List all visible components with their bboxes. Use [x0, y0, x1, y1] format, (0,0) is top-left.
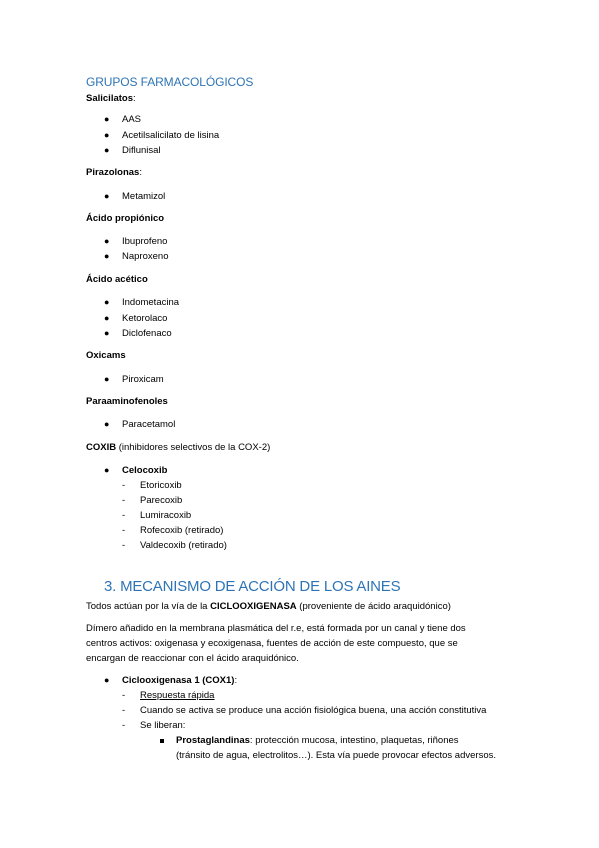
dash-icon: -: [122, 690, 126, 701]
intro-line: Todos actúan por la vía de la CICLOOXIGENASA (proveniente de ácido araquidónico): [86, 601, 451, 612]
list-item: Acetilsalicilato de lisina: [122, 130, 220, 141]
bullet-icon: ●: [104, 465, 110, 475]
sub-list-item: Lumiracoxib: [140, 510, 192, 521]
prostaglandinas-line: Prostaglandinas: protección mucosa, intestino, plaquetas, riñones: [176, 735, 459, 746]
group-title-coxib: COXIB (inhibidores selectivos de la COX-2): [86, 442, 271, 453]
list-item-cox1: Ciclooxigenasa 1 (COX1):: [122, 675, 238, 686]
group-title-oxicams: Oxicams: [86, 350, 126, 361]
list-item: AAS: [122, 114, 142, 125]
prostaglandinas-line-2: (tránsito de agua, electrolitos…). Esta vía puede provocar efectos adversos.: [176, 750, 496, 761]
group-title-pirazolonas: Pirazolonas:: [86, 167, 142, 178]
bullet-icon: ●: [104, 313, 110, 323]
list-item: Diflunisal: [122, 145, 161, 156]
sub-list-item: Rofecoxib (retirado): [140, 525, 224, 536]
paragraph-line: Dímero añadido en la membrana plasmática del r.e, está formada por un canal y tiene dos: [86, 623, 466, 634]
dash-icon: -: [122, 495, 126, 506]
list-item: Diclofenaco: [122, 328, 172, 339]
dash-icon: -: [122, 510, 126, 521]
sub-list-item: Etoricoxib: [140, 480, 182, 491]
bullet-icon: ●: [104, 145, 110, 155]
paragraph-line: encargan de reaccionar con el ácido araquidónico.: [86, 653, 299, 664]
bullet-icon: ●: [104, 251, 110, 261]
bullet-icon: ●: [104, 297, 110, 307]
bullet-icon: ●: [104, 114, 110, 124]
sub-list-item: Cuando se activa se produce una acción fisiológica buena, una acción constitutiva: [140, 705, 487, 716]
list-item: Metamizol: [122, 191, 166, 202]
list-item: Indometacina: [122, 297, 180, 308]
group-title-salicilatos: Salicilatos:: [86, 93, 136, 104]
list-item: Paracetamol: [122, 419, 176, 430]
heading-mecanismo-accion: 3. MECANISMO DE ACCIÓN DE LOS AINES: [104, 578, 401, 595]
sub-list-item: Se liberan:: [140, 720, 186, 731]
bullet-icon: ●: [104, 374, 110, 384]
group-title-paraaminofenoles: Paraaminofenoles: [86, 396, 168, 407]
dash-icon: -: [122, 540, 126, 551]
group-title-acido-acetico: Ácido acético: [86, 274, 148, 285]
sub-list-item-respuesta: Respuesta rápida: [140, 690, 215, 701]
sub-list-item: Parecoxib: [140, 495, 183, 506]
dash-icon: -: [122, 480, 126, 491]
bullet-icon: ●: [104, 419, 110, 429]
bullet-icon: ●: [104, 236, 110, 246]
bullet-icon: ●: [104, 130, 110, 140]
list-item-celocoxib: Celocoxib: [122, 465, 168, 476]
list-item: Ibuprofeno: [122, 236, 168, 247]
bullet-icon: ●: [104, 191, 110, 201]
bullet-icon: ●: [104, 328, 110, 338]
paragraph-line: centros activos: oxigenasa y ecoxigenasa, fuentes de acción de este compuesto, que se: [86, 638, 458, 649]
dash-icon: -: [122, 720, 126, 731]
list-item: Naproxeno: [122, 251, 169, 262]
bullet-icon: ●: [104, 675, 110, 685]
list-item: Ketorolaco: [122, 313, 168, 324]
dash-icon: -: [122, 525, 126, 536]
heading-grupos-farmacologicos: GRUPOS FARMACOLÓGICOS: [86, 75, 254, 89]
sub-list-item: Valdecoxib (retirado): [140, 540, 227, 551]
group-title-acido-propionico: Ácido propiónico: [86, 213, 165, 224]
list-item: Piroxicam: [122, 374, 164, 385]
square-bullet-icon: [160, 739, 164, 743]
dash-icon: -: [122, 705, 126, 716]
